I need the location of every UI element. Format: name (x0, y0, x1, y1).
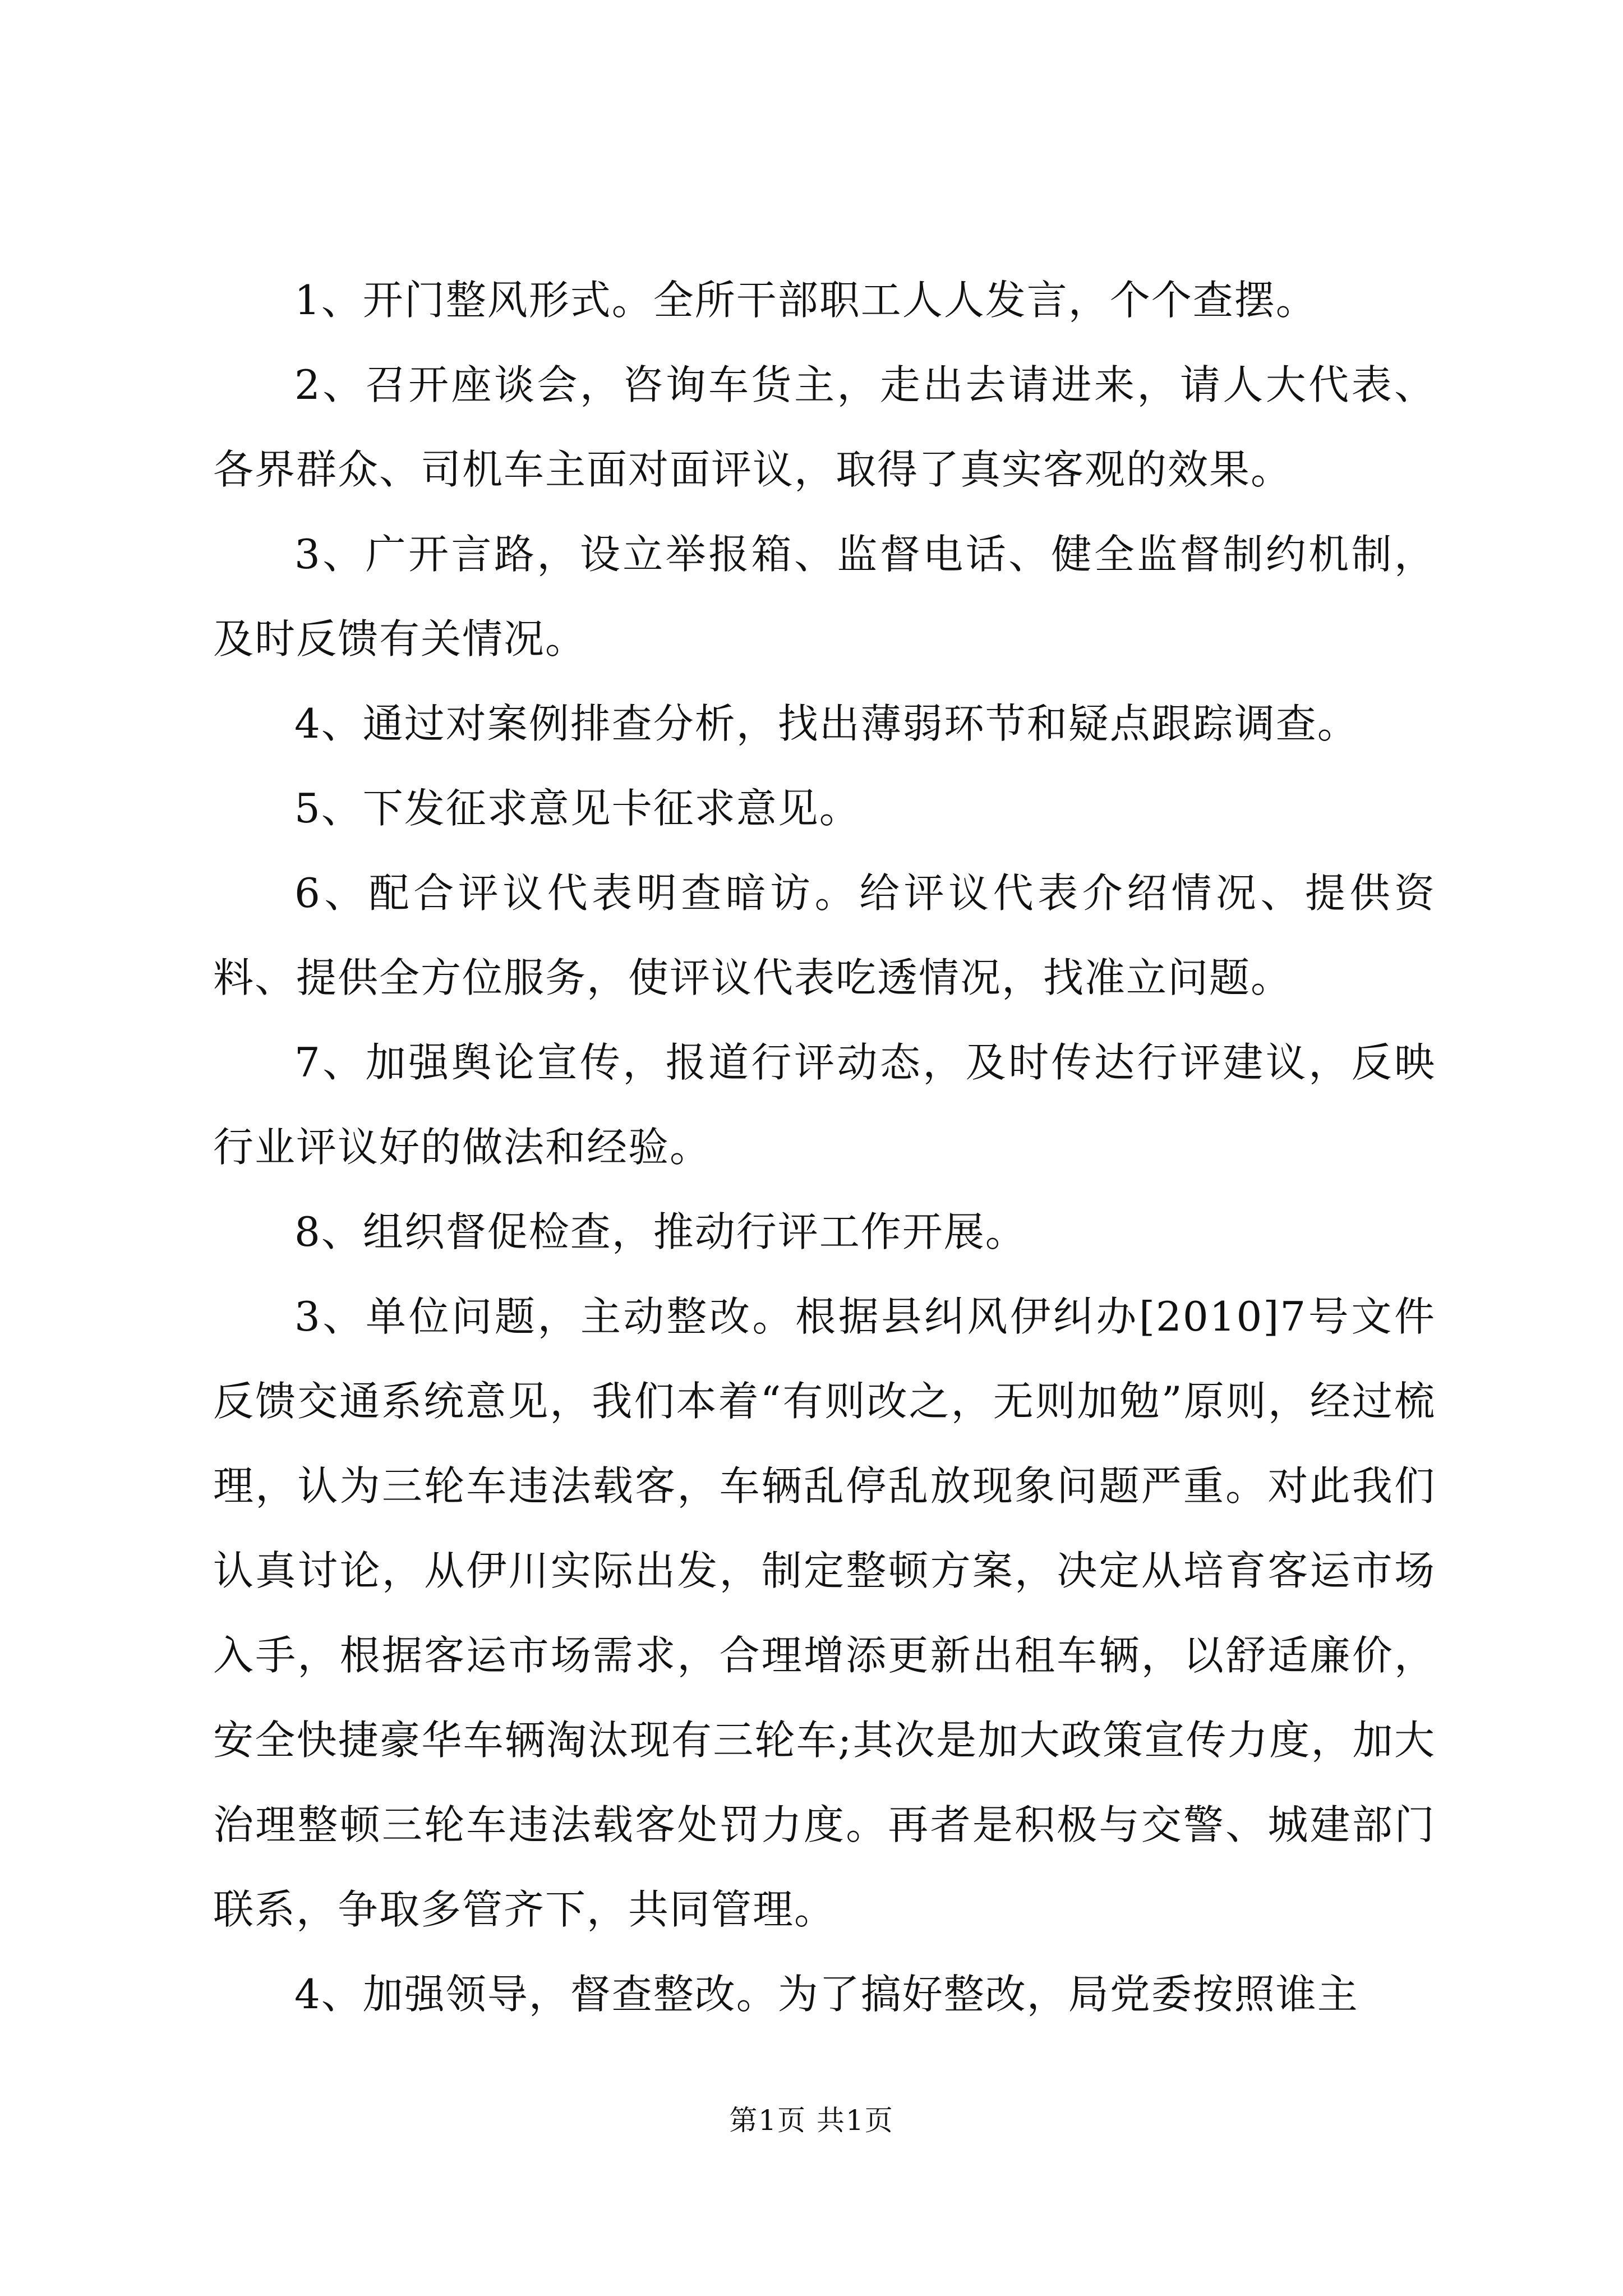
paragraph-4: 4、通过对案例排查分析，找出薄弱环节和疑点跟踪调查。 (294, 700, 1359, 747)
paragraph-7: 7、加强舆论宣传，报道行评动态，及时传达行评建议，反映行业评议好的做法和经验。 (213, 1039, 1436, 1171)
page-footer: 第1页 共1页 (729, 2104, 894, 2137)
paragraph-3: 3、广开言路，设立举报箱、监督电话、健全监督制约机制，及时反馈有关情况。 (213, 531, 1436, 662)
paragraph-10: 4、加强领导，督查整改。为了搞好整改，局党委按照谁主 (294, 1971, 1359, 2018)
paragraph-5: 5、下发征求意见卡征求意见。 (294, 785, 861, 832)
document-body (213, 258, 1436, 2037)
paragraph-8: 8、组织督促检查，推动行评工作开展。 (294, 1208, 1027, 1255)
paragraph-2: 2、召开座谈会，咨询车货主，走出去请进来，请人大代表、各界群众、司机车主面对面评议，取得了真实客观的效果。 (213, 361, 1436, 493)
paragraph-6: 6、配合评议代表明查暗访。给评议代表介绍情况、提供资料、提供全方位服务，使评议代表吃透情况，找准立问题。 (213, 869, 1436, 1001)
paragraph-1: 1、开门整风形式。全所干部职工人人发言，个个查摆。 (294, 277, 1317, 324)
paragraph-9: 3、单位问题，主动整改。根据县纠风伊纠办[2010]7号文件反馈交通系统意见，我们本着“有则改之，无则加勉”原则，经过梳理，认为三轮车违法载客，车辆乱停乱放现象问题严重。对此我们认真讨论，从伊川实际出发，制定整顿方案，决定从培育客运市场入手，根据客运市场需求，合理增添更新出租车辆，以舒适廉价，安全快捷豪华车辆淘汰现有三轮车;其次是加大政策宣传力度，加大治理整顿三轮车违法载客处罚力度。再者是积极与交警、城建部门联系，争取多管齐下，共同管理。 (213, 1293, 1436, 1933)
